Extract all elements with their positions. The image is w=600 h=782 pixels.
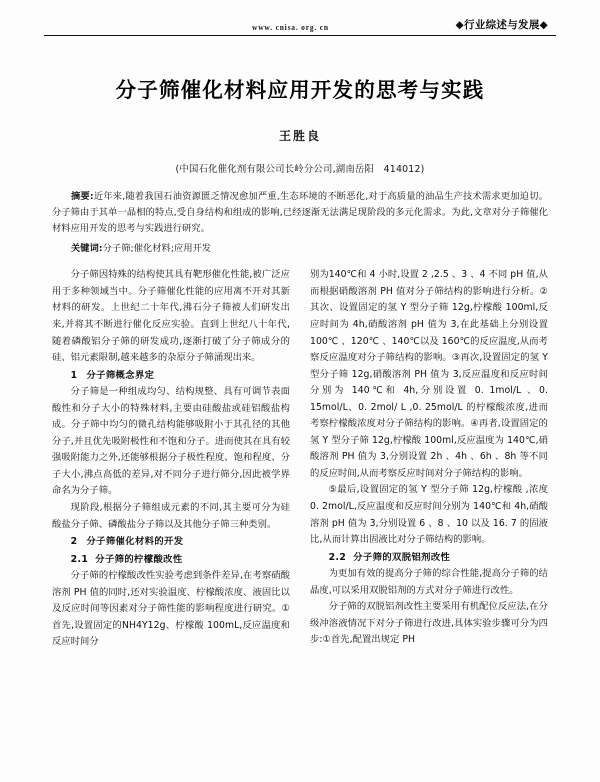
article-title: 分子筛催化材料应用开发的思考与实践 xyxy=(115,78,485,102)
heading-2-1-number: 2.1 xyxy=(70,553,89,565)
left-column xyxy=(52,267,290,651)
paragraph-5: ⑤最后,设置固定的氢 Y 型分子筛 12g,柠檬酸 ,浓度 0. 2mol/L,反应温度和反应时间分别为 140℃和 4h,硝酸溶剂 pH 值为 3,分别设置 6 、8 、10 以及 16. 7 的固液比,从而计算出固液比对分子筛结构的影响。 xyxy=(310,484,548,546)
paragraph-3: 分子筛的柠檬酸改性实验考虑到条件差异,在考察硝酸溶剂 PH 值的同时,还对实验温度、柠檬酸浓度、液固比以及反应时间等因素对分子筛性能的影响程度进行研究。①首先,设置固定的NH4Y12g、柠檬酸 100mL,反应温度和反应时间分 xyxy=(52,570,290,648)
heading-2-text: 分子筛催化材料的开发 xyxy=(86,536,184,548)
paragraph-6: 为更加有效的提高分子筛的综合性能,提高分子筛的结晶度,可以采用双脱铝剂的方式对分子筛进行改性。 xyxy=(310,568,548,596)
paragraph-1: 分子筛是一种组成均匀、结构规整、具有可调节表面酸性和分子大小的特殊材料,主要由硅酸盐或硅铝酸盐构成。分子筛中均匀的微孔结构能够吸附小于其孔径的其他分子,并且优先吸附极性和不饱和分子。进而使其在具有较强吸附能力之外,还能够根据分子极性程度、饱和程度、分子大小,沸点高低的差异,对不同分子进行筛分,因此被学界命名为分子筛。 xyxy=(52,386,290,497)
heading-2-number: 2 xyxy=(70,536,78,548)
journal-website-url: www. cnisa. org. cn xyxy=(252,22,329,33)
heading-2-2 xyxy=(310,550,548,567)
heading-1-text: 分子筛概念界定 xyxy=(86,369,155,381)
heading-2-2-number: 2.2 xyxy=(328,551,347,563)
keywords-label: 关键词: xyxy=(71,243,103,255)
heading-2-1-text: 分子筛的柠檬酸改性 xyxy=(95,553,183,565)
heading-1 xyxy=(52,368,290,385)
heading-2 xyxy=(52,534,290,551)
keywords-paragraph xyxy=(52,241,548,257)
section-marker: ◆行业综述与发展◆ xyxy=(455,19,548,31)
paragraph-7: 分子筛的双脱铝剂改性主要采用有机配位反应法,在分级冲溶液情况下对分子筛进行改进,具体实验步骤可分为四步:①首先,配置出规定 PH xyxy=(310,601,548,646)
body-columns xyxy=(52,267,548,651)
paragraph-2: 现阶段,根据分子筛组成元素的不同,其主要可分为硅酸盐分子筛、磷酸盐分子筛以及其他分子筛三种类别。 xyxy=(52,501,290,530)
abstract-block xyxy=(52,189,548,257)
heading-2-1 xyxy=(52,552,290,569)
keywords-text: 分子筛;催化材料;应用开发 xyxy=(102,243,212,255)
article-author: 王胜良 xyxy=(278,129,321,143)
heading-2-2-text: 分子筛的双脱铝剂改性 xyxy=(353,551,451,563)
paragraph-continued: 别为140℃和 4 小时,设置 2 ,2.5 、3 、4 不同 pH 值,从而根据硝酸溶剂 PH 值对分子筛结构的影响进行分析。②其次、设置固定的氢 Y 型分子筛 12g,柠檬酸 100ml,反应时间为 4h,硝酸溶剂 pH 值为 3,在此基础上分别设置 100℃ 、120℃ 、140℃以及 160℃的反应温度,从而考察反应温度对分子筛结构的影响。③再次,设置固定的氢 Y 型分子筛 12g,硝酸溶剂 PH 值为 3,反应温度和反应时间分别为 140℃和 4h,分别设置 0. 1mol/L 、0. 15mol/L、0. 2mol/ L ,0. 25mol/L 的柠檬酸浓度,进而考察柠檬酸浓度对分子筛结构的影响。④再者,设置固定的氢 Y 型分子筛 12g,柠檬酸 100ml,反应温度为 140℃,硝酸溶剂 PH 值为 3,分别设置 2h 、4h 、6h 、8h 等不同的反应时间,从而考察反应时间对分子筛结构的影响。 xyxy=(310,269,548,479)
header-divider-rule xyxy=(44,35,556,36)
abstract-text: 近年来,随着我国石油资源匮乏情况愈加严重,生态环境的不断恶化,对于高质量的油品生产技术需求更加迫切。分子筛由于其单一晶相的特点,受自身结构和组成的影响,已经逐渐无法满足现阶段的多元化需求。为此,文章对分子筛催化材料应用开发的思考与实践进行研究。 xyxy=(52,191,548,234)
abstract-label: 摘要: xyxy=(71,191,94,202)
right-column xyxy=(310,267,548,651)
running-head xyxy=(0,0,600,34)
abstract-paragraph xyxy=(52,189,548,236)
heading-1-number: 1 xyxy=(70,369,78,381)
author-affiliation: (中国石化催化剂有限公司长岭分公司,湖南岳阳 414012) xyxy=(175,164,425,175)
paragraph-intro: 分子筛因特殊的结构使其具有靶形催化性能,被广泛应用于多种领域当中。分子筛催化性能的应用离不开对其新材料的研发。上世纪二十年代,沸石分子筛被人们研发出来,并将其不断进行催化反应实验。直到上世纪八十年代,随着磷酸铝分子筛的研发成功,逐渐打破了分子筛成分的硅、铝元素限制,越来越多的杂原分子筛涌现出来。 xyxy=(52,269,290,364)
